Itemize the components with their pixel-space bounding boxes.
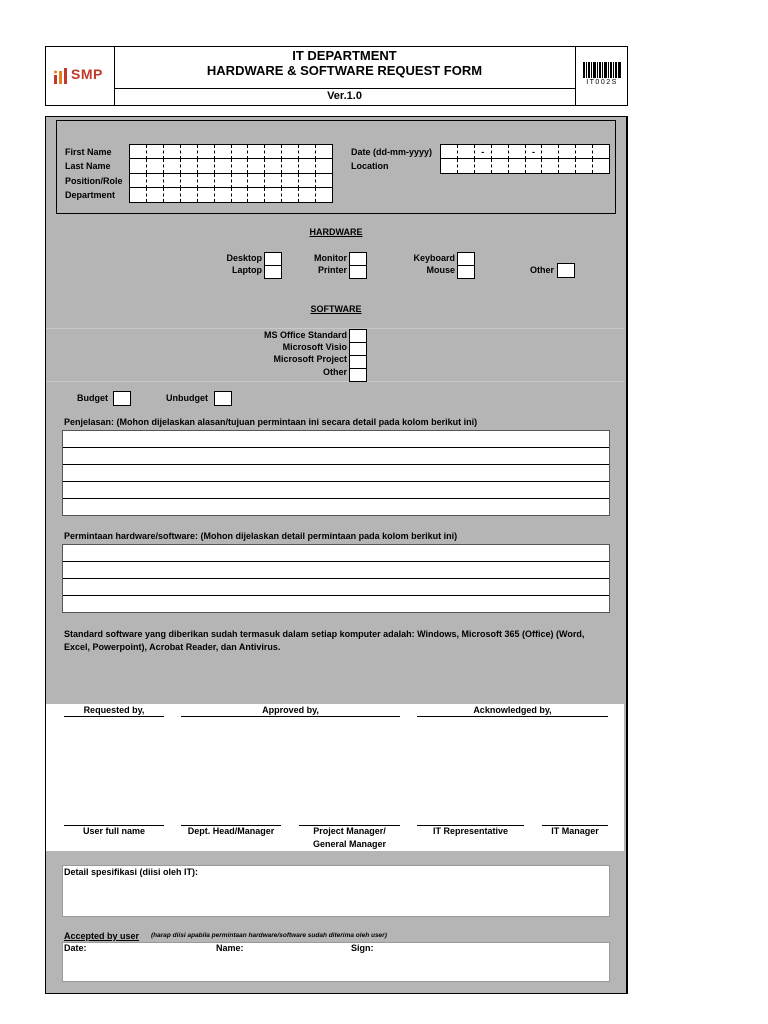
unbudget-label: Unbudget <box>166 393 208 403</box>
dept-title: IT DEPARTMENT <box>292 48 397 63</box>
software-item-label: Microsoft Visio <box>282 342 347 352</box>
request-lines[interactable] <box>62 544 610 613</box>
budget-checkbox[interactable] <box>113 391 131 406</box>
version-divider <box>114 88 575 89</box>
it-rep-label: IT Representative <box>432 826 509 836</box>
hardware-other-checkbox[interactable] <box>557 263 575 278</box>
general-manager-label: General Manager <box>312 839 387 849</box>
acknowledged-by-line <box>417 716 608 717</box>
doc-code: IT002S <box>586 79 618 86</box>
company-logo-icon <box>54 68 70 84</box>
date-separator: - <box>475 145 492 159</box>
budget-label: Budget <box>77 393 108 403</box>
doc-code-cell <box>575 47 628 105</box>
requested-by-line <box>64 716 164 717</box>
first-name-label: First Name <box>65 147 112 157</box>
monitor-printer-checkboxes <box>349 252 367 279</box>
department-label: Department <box>65 190 116 200</box>
version-label: Ver.1.0 <box>327 90 362 102</box>
detail-spec-label: Detail spesifikasi (diisi oleh IT): <box>64 867 199 877</box>
unbudget-checkbox[interactable] <box>214 391 232 406</box>
monitor-label: Monitor <box>314 253 347 263</box>
approved-by-label: Approved by, <box>262 705 319 715</box>
mouse-checkbox[interactable] <box>458 266 474 278</box>
location-field[interactable] <box>440 158 610 174</box>
keyboard-mouse-checkboxes <box>457 252 475 279</box>
accepted-name-label: Name: <box>216 943 244 953</box>
last-name-label: Last Name <box>65 161 111 171</box>
keyboard-checkbox[interactable] <box>458 253 474 266</box>
location-label: Location <box>351 161 389 171</box>
acknowledged-by-label: Acknowledged by, <box>473 705 552 715</box>
logo-cell <box>46 47 115 105</box>
accepted-sign-label: Sign: <box>351 943 374 953</box>
desktop-checkbox[interactable] <box>265 253 281 266</box>
accepted-note: (harap diisi apabila permintaan hardware/software sudah diterima oleh user) <box>151 932 387 939</box>
date-label: Date (dd-mm-yyyy) <box>351 147 433 157</box>
desktop-label: Desktop <box>226 253 262 263</box>
department-field[interactable] <box>129 187 333 203</box>
laptop-label: Laptop <box>232 265 262 275</box>
project-checkbox[interactable] <box>350 356 366 369</box>
standard-software-note: Standard software yang diberikan sudah termasuk dalam setiap komputer adalah: Windows, Microsoft 365 (Office) (Word, Excel, Powerpoint), Acrobat Reader, dan Antivirus. <box>64 629 585 652</box>
last-name-field[interactable] <box>129 158 333 174</box>
software-other-checkbox[interactable] <box>350 369 366 381</box>
software-item-label: MS Office Standard <box>263 330 347 340</box>
desktop-laptop-checkboxes <box>264 252 282 279</box>
accepted-by-user-label: Accepted by user <box>64 931 140 941</box>
laptop-checkbox[interactable] <box>265 266 281 278</box>
form-title: HARDWARE & SOFTWARE REQUEST FORM <box>206 63 483 78</box>
form-header <box>45 46 628 106</box>
monitor-checkbox[interactable] <box>350 253 366 266</box>
approved-by-line <box>181 716 400 717</box>
date-separator: - <box>526 145 543 159</box>
dept-head-label: Dept. Head/Manager <box>187 826 275 836</box>
logo-text: SMP <box>71 66 103 82</box>
it-manager-label: IT Manager <box>551 826 599 836</box>
user-full-name-label: User full name <box>82 826 146 836</box>
printer-checkbox[interactable] <box>350 266 366 278</box>
software-item-label: Microsoft Project <box>273 354 347 364</box>
printer-label: Printer <box>317 265 347 275</box>
visio-checkbox[interactable] <box>350 343 366 356</box>
software-heading: SOFTWARE <box>310 304 362 314</box>
requested-by-label: Requested by, <box>83 705 145 715</box>
accepted-box[interactable] <box>62 942 610 982</box>
mouse-label: Mouse <box>426 265 455 275</box>
keyboard-label: Keyboard <box>413 253 455 263</box>
request-label: Permintaan hardware/software: (Mohon dijelaskan detail permintaan pada kolom berikut ini) <box>64 531 458 541</box>
software-checkboxes <box>349 329 367 382</box>
hardware-other-label: Other <box>529 265 554 275</box>
hardware-heading: HARDWARE <box>309 227 363 237</box>
explanation-lines[interactable] <box>62 430 610 516</box>
barcode-icon <box>583 62 621 78</box>
project-manager-label: Project Manager/ <box>313 826 386 836</box>
explanation-label: Penjelasan: (Mohon dijelaskan alasan/tujuan permintaan ini secara detail pada kolom berikut ini) <box>64 417 478 427</box>
software-item-label: Other <box>322 367 347 377</box>
position-label: Position/Role <box>65 176 123 186</box>
ms-office-checkbox[interactable] <box>350 330 366 343</box>
accepted-date-label: Date: <box>64 943 87 953</box>
